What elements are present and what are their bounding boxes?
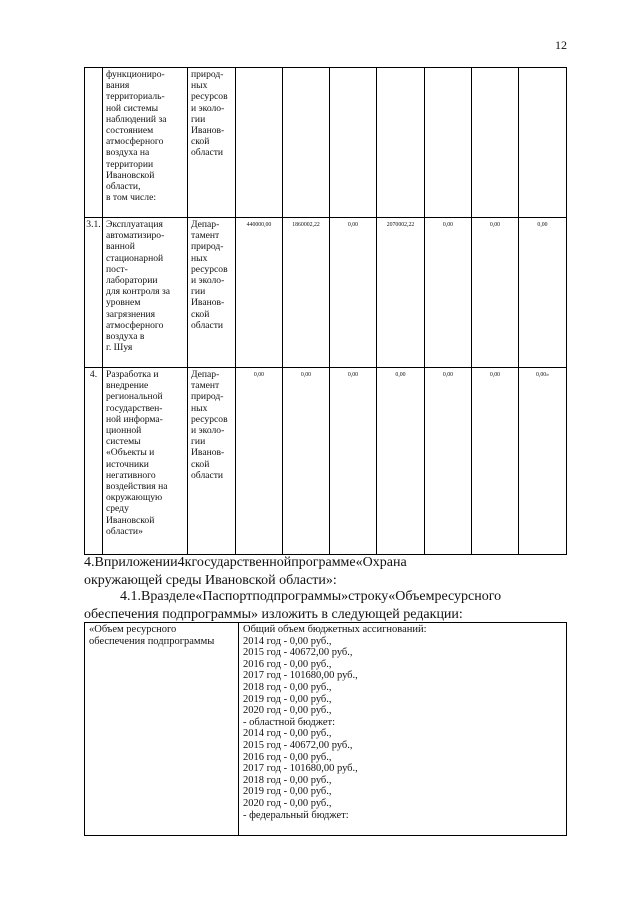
executor-line: области: [191, 147, 224, 159]
budget-line: 2019 год - 0,00 руб.,: [243, 786, 332, 798]
subprogram-passport-table: [84, 622, 567, 836]
budget-line: 2016 год - 0,00 руб.,: [243, 751, 332, 763]
paragraph-4-1: [84, 588, 566, 623]
measure-name-line: воздуха на: [106, 147, 150, 159]
measure-name-cell: [103, 68, 188, 218]
paragraph-word: «Охрана: [355, 555, 407, 570]
executor-cell: [188, 218, 236, 368]
row-index-cell: [85, 68, 103, 218]
measure-name-line: системы: [106, 436, 141, 448]
funding-value-cell: 2070002,22: [377, 218, 425, 368]
measure-name-line: ной системы: [106, 102, 159, 114]
measure-name-line: окружающую: [106, 492, 163, 504]
measure-name-line: области,: [106, 181, 141, 193]
measure-name-line: Ивановской: [106, 514, 155, 526]
funding-value-cell: 0,00: [472, 368, 519, 555]
funding-value-cell: 0,00: [519, 218, 567, 368]
program-measures-table: [84, 67, 567, 555]
measure-name-line: наблюдений за: [106, 113, 167, 125]
executor-line: природ-: [191, 69, 224, 80]
funding-value-cell: [283, 68, 330, 218]
budget-line: 2017 год - 101680,00 руб.,: [243, 670, 358, 682]
executor-line: и эколо-: [191, 102, 225, 114]
measure-name-line: функциониро-: [106, 69, 165, 80]
executor-line: ресурсов: [191, 413, 228, 425]
resource-volume-label-line: «Объем ресурсного: [89, 624, 177, 635]
paragraph-word: «Паспорт: [195, 589, 253, 604]
measure-name-line: источники: [106, 458, 149, 470]
budget-line: 2020 год - 0,00 руб.,: [243, 705, 332, 717]
measure-name-line: вания: [106, 80, 130, 92]
paragraph-word: В: [141, 589, 151, 604]
page-number: 12: [555, 38, 567, 52]
measure-name-line: для контроля за: [106, 286, 171, 298]
funding-value-cell: 0,00: [425, 368, 472, 555]
funding-value-cell: [236, 68, 283, 218]
paragraph-4: [84, 554, 566, 589]
budget-line: Общий объем бюджетных ассигнований:: [243, 624, 427, 635]
paragraph-word: программе: [291, 555, 356, 570]
paragraph-word: разделе: [150, 589, 196, 604]
funding-value-cell: 0,00: [236, 368, 283, 555]
executor-line: области: [191, 319, 224, 331]
executor-line: ных: [191, 252, 208, 264]
measure-name-line: территориаль-: [106, 91, 165, 103]
measure-name-line: внедрение: [106, 380, 149, 392]
paragraph-4-1-line-1: [84, 588, 566, 606]
resource-volume-value-cell: [239, 623, 567, 836]
measure-name-cell: [103, 218, 188, 368]
budget-line: 2014 год - 0,00 руб.,: [243, 728, 332, 740]
measure-name-line: атмосферного: [106, 136, 164, 148]
row-index-cell: 3.1.: [85, 218, 103, 368]
executor-line: гии: [191, 436, 206, 448]
paragraph-word: подпрограммы»: [252, 589, 349, 604]
executor-line: ской: [191, 136, 210, 148]
funding-value-cell: [330, 68, 377, 218]
funding-value-cell: 0,00: [425, 218, 472, 368]
measure-name-line: в том числе:: [106, 192, 157, 204]
resource-volume-label-cell: [85, 623, 239, 836]
executor-line: Депар-: [191, 369, 220, 380]
paragraph-4-1-line-2: обеспечения подпрограммы» изложить в следующей редакции:: [84, 606, 463, 622]
measure-name-line: загрязнения: [106, 308, 156, 320]
measure-name-line: ной информа-: [106, 413, 163, 425]
measure-name-line: ванной: [106, 241, 135, 253]
budget-line: 2014 год - 0,00 руб.,: [243, 635, 332, 647]
measure-name-line: Эксплуатация: [106, 219, 163, 230]
measure-name-line: Разработка и: [106, 369, 159, 380]
paragraph-word: к: [184, 555, 192, 570]
measure-name-line: воздуха в: [106, 331, 145, 343]
executor-line: природ-: [191, 391, 224, 403]
executor-line: ресурсов: [191, 263, 228, 275]
measure-name-line: состоянием: [106, 125, 154, 137]
budget-line: 2015 год - 40672,00 руб.,: [243, 739, 353, 751]
table-row: [85, 368, 567, 555]
funding-value-cell: 0,00: [283, 368, 330, 555]
funding-value-cell: [519, 68, 567, 218]
funding-value-cell: [472, 68, 519, 218]
paragraph-word: 4.: [84, 555, 95, 570]
executor-line: Иванов-: [191, 125, 225, 137]
measure-name-line: стационарной: [106, 252, 164, 264]
budget-line: 2016 год - 0,00 руб.,: [243, 658, 332, 670]
measure-name-line: г. Шуя: [106, 342, 133, 354]
budget-line: - федеральный бюджет:: [243, 809, 349, 821]
paragraph-word: государственной: [191, 555, 292, 570]
measure-name-line: пост-: [106, 263, 128, 275]
funding-value-cell: 0,00: [330, 218, 377, 368]
measure-name-line: лаборатории: [106, 275, 158, 287]
executor-line: тамент: [191, 380, 220, 392]
measure-name-line: автоматизиро-: [106, 230, 165, 242]
table-row: [85, 218, 567, 368]
executor-line: Иванов-: [191, 297, 225, 309]
table-row: [85, 68, 567, 218]
measure-name-line: Ивановской: [106, 169, 155, 181]
budget-line: 2019 год - 0,00 руб.,: [243, 693, 332, 705]
budget-line: 2018 год - 0,00 руб.,: [243, 774, 332, 786]
executor-line: ской: [191, 308, 210, 320]
executor-line: Иванов-: [191, 447, 225, 459]
funding-value-cell: 0,00: [377, 368, 425, 555]
resource-volume-label-line: обеспечения подпрограммы: [89, 635, 215, 647]
funding-value-cell: [425, 68, 472, 218]
measure-name-line: атмосферного: [106, 319, 164, 331]
budget-line: 2015 год - 40672,00 руб.,: [243, 647, 353, 659]
measure-name-line: «Объекты и: [106, 447, 155, 459]
executor-line: ных: [191, 80, 208, 92]
executor-line: Депар-: [191, 219, 220, 230]
budget-line: 2020 год - 0,00 руб.,: [243, 797, 332, 809]
paragraph-word: строку: [348, 589, 389, 604]
executor-line: ресурсов: [191, 91, 228, 103]
executor-line: природ-: [191, 241, 224, 253]
funding-value-cell: 1860002,22: [283, 218, 330, 368]
measure-name-line: территории: [106, 158, 154, 170]
executor-line: гии: [191, 286, 206, 298]
budget-line: 2018 год - 0,00 руб.,: [243, 681, 332, 693]
budget-line: - областной бюджет:: [243, 716, 335, 728]
paragraph-word: «Объем: [388, 589, 435, 604]
paragraph-word: 4.1.: [120, 589, 141, 604]
funding-value-cell: [377, 68, 425, 218]
measure-name-line: ционной: [106, 425, 142, 437]
measure-name-cell: [103, 368, 188, 555]
measure-name-line: среду: [106, 503, 129, 515]
measure-name-line: государствен-: [106, 402, 163, 414]
executor-line: и эколо-: [191, 425, 225, 437]
executor-line: тамент: [191, 230, 220, 242]
funding-value-cell: 0,00: [330, 368, 377, 555]
executor-line: области: [191, 469, 224, 481]
paragraph-word: ресурсного: [434, 589, 502, 604]
executor-line: ской: [191, 458, 210, 470]
budget-line: 2017 год - 101680,00 руб.,: [243, 763, 358, 775]
paragraph-4-line-2: окружающей среды Ивановской области»:: [84, 572, 337, 588]
resource-volume-row: [85, 623, 567, 836]
measure-name-line: воздействия на: [106, 481, 168, 493]
executor-line: гии: [191, 113, 206, 125]
executor-cell: [188, 368, 236, 555]
funding-value-cell: 0,00: [472, 218, 519, 368]
paragraph-word: В: [94, 555, 104, 570]
measure-name-line: уровнем: [106, 297, 141, 309]
row-index-cell: 4.: [85, 368, 103, 555]
paragraph-4-line-1: [84, 554, 566, 572]
measure-name-line: области»: [106, 525, 143, 537]
funding-value-cell: 0,00»: [519, 368, 567, 555]
measure-name-line: негативного: [106, 469, 156, 481]
measure-name-line: региональной: [106, 391, 163, 403]
executor-line: и эколо-: [191, 275, 225, 287]
funding-value-cell: 440000,00: [236, 218, 283, 368]
paragraph-word: 4: [177, 555, 185, 570]
executor-line: ных: [191, 402, 208, 414]
executor-cell: [188, 68, 236, 218]
paragraph-word: приложении: [103, 555, 178, 570]
